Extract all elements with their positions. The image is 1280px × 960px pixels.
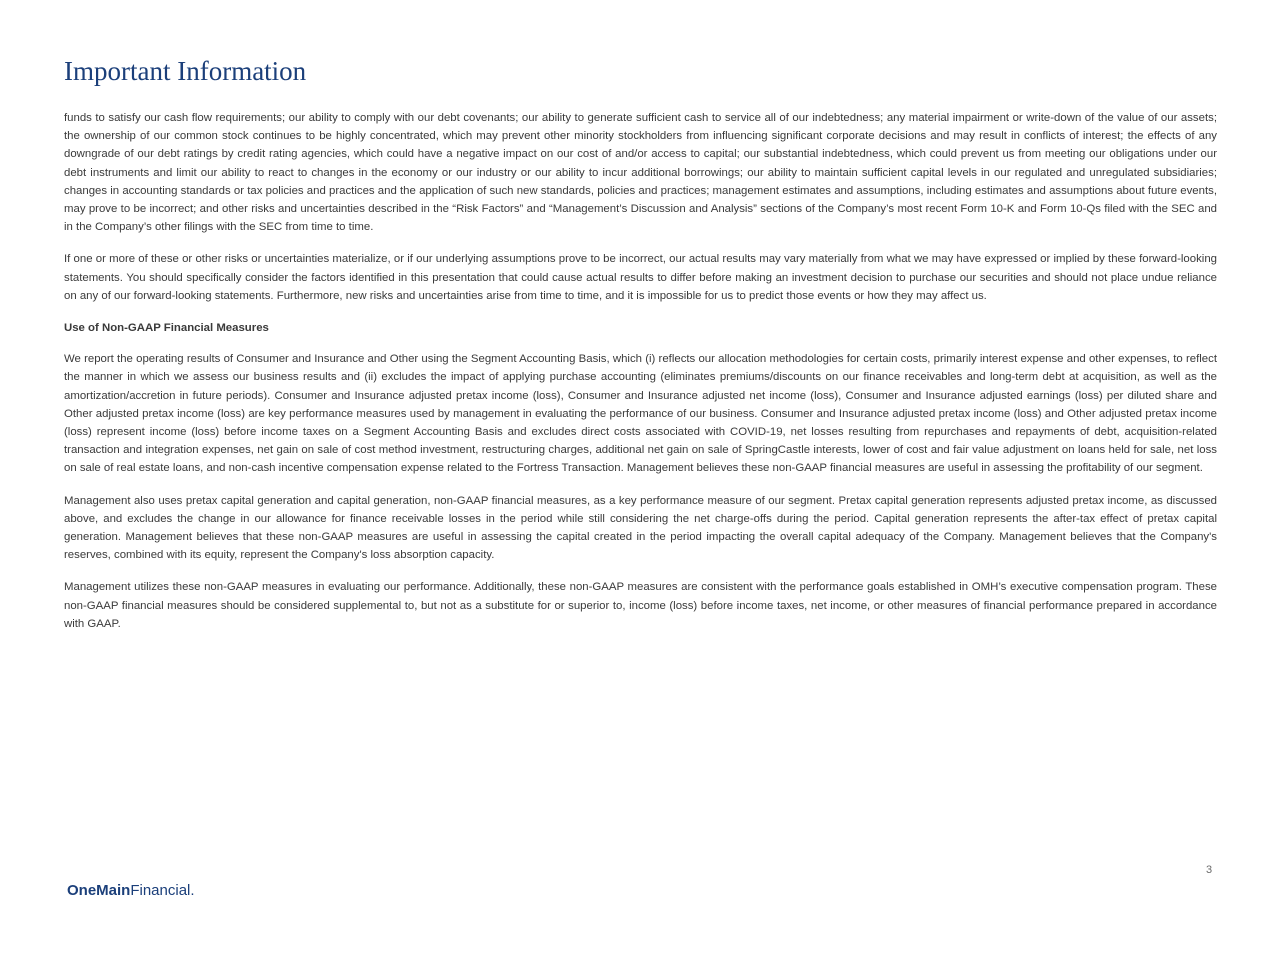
logo-suffix: Financial. xyxy=(130,882,195,899)
document-body xyxy=(64,109,1217,647)
onemain-financial-logo xyxy=(67,882,195,899)
paragraph-forward-looking: If one or more of these or other risks or uncertainties materialize, or if our underlying assumptions prove to be incorrect, our actual results may vary materially from what we may have expressed or implied by these forward-looking statements. You should specifically consider the factors identified in this presentation that could cause actual results to differ before making an investment decision to purchase our securities and should not place undue reliance on any of our forward-looking statements. Furthermore, new risks and uncertainties arise from time to time, and it is impossible for us to predict those events or how they may affect us. xyxy=(64,253,1217,302)
paragraph-capital-generation: Management also uses pretax capital generation and capital generation, non-GAAP financial measures, as a key performance measure of our segment. Pretax capital generation represents adjusted pretax income, as discussed above, and excludes the change in our allowance for finance receivable losses in the period while still considering the net charge-offs during the period. Capital generation represents the after-tax effect of pretax capital generation. Management believes that these non-GAAP measures are useful in assessing the capital created in the period impacting the overall capital adequacy of the Company. Management believes that the Company's reserves, combined with its equity, represent the Company's loss absorption capacity. xyxy=(64,494,1217,562)
paragraph-segment-accounting: We report the operating results of Consumer and Insurance and Other using the Segment Accounting Basis, which (i) reflects our allocation methodologies for certain costs, primarily interest expense and other expenses, to reflect the manner in which we assess our business results and (ii) excludes the impact of applying purchase accounting (eliminates premiums/discounts on our finance receivables and long-term debt at acquisition, as well as the amortization/accretion in future periods). Consumer and Insurance adjusted pretax income (loss), Consumer and Insurance adjusted net income (loss), Consumer and Insurance adjusted earnings (loss) per diluted share and Other adjusted pretax income (loss) are key performance measures used by management in evaluating the performance of our business. Consumer and Insurance adjusted pretax income (loss) and Other adjusted pretax income (loss) represent income (loss) before income taxes on a Segment Accounting Basis and excludes direct costs associated with COVID-19, net losses resulting from repurchases and repayments of debt, acquisition-related transaction and integration expenses, net gain on sale of cost method investment, restructuring charges, additional net gain on sale of SpringCastle interests, lower of cost and fair value adjustment on loans held for sale, net loss on sale of real estate loans, and non-cash incentive compensation expense related to the Fortress Transaction. Management believes these non-GAAP financial measures are useful in assessing the profitability of our segment. xyxy=(64,353,1217,475)
page-number: 3 xyxy=(1206,864,1213,876)
paragraph-risk-factors: funds to satisfy our cash flow requirements; our ability to comply with our debt covenants; our ability to generate sufficient cash to service all of our indebtedness; any material impairment or write-down of the value of our assets; the ownership of our common stock continues to be highly concentrated, which may prevent other minority stockholders from influencing significant corporate decisions and may result in conflicts of interest; the effects of any downgrade of our debt ratings by credit rating agencies, which could have a negative impact on our cost of and/or access to capital; our substantial indebtedness, which could prevent us from meeting our obligations under our debt instruments and limit our ability to react to changes in the economy or our industry or our ability to incur additional borrowings; our ability to maintain sufficient capital levels in our regulated and unregulated subsidiaries; changes in accounting standards or tax policies and practices and the application of such new standards, policies and practices; management estimates and assumptions, including estimates and assumptions about future events, may prove to be incorrect; and other risks and uncertainties described in the “Risk Factors” and “Management’s Discussion and Analysis” sections of the Company’s most recent Form 10-K and Form 10-Qs filed with the SEC and in the Company’s other filings with the SEC from time to time. xyxy=(64,112,1217,234)
page-title: Important Information xyxy=(64,56,307,86)
paragraph-performance-measures: Management utilizes these non-GAAP measures in evaluating our performance. Additionally, these non-GAAP measures are consistent with the performance goals established in OMH’s executive compensation program. These non-GAAP financial measures should be considered supplemental to, but not as a substitute for or superior to, income (loss) before income taxes, net income, or other measures of financial performance prepared in accordance with GAAP. xyxy=(64,581,1217,630)
logo-brand: OneMain xyxy=(67,882,131,899)
section-heading-non-gaap: Use of Non-GAAP Financial Measures xyxy=(64,322,269,335)
